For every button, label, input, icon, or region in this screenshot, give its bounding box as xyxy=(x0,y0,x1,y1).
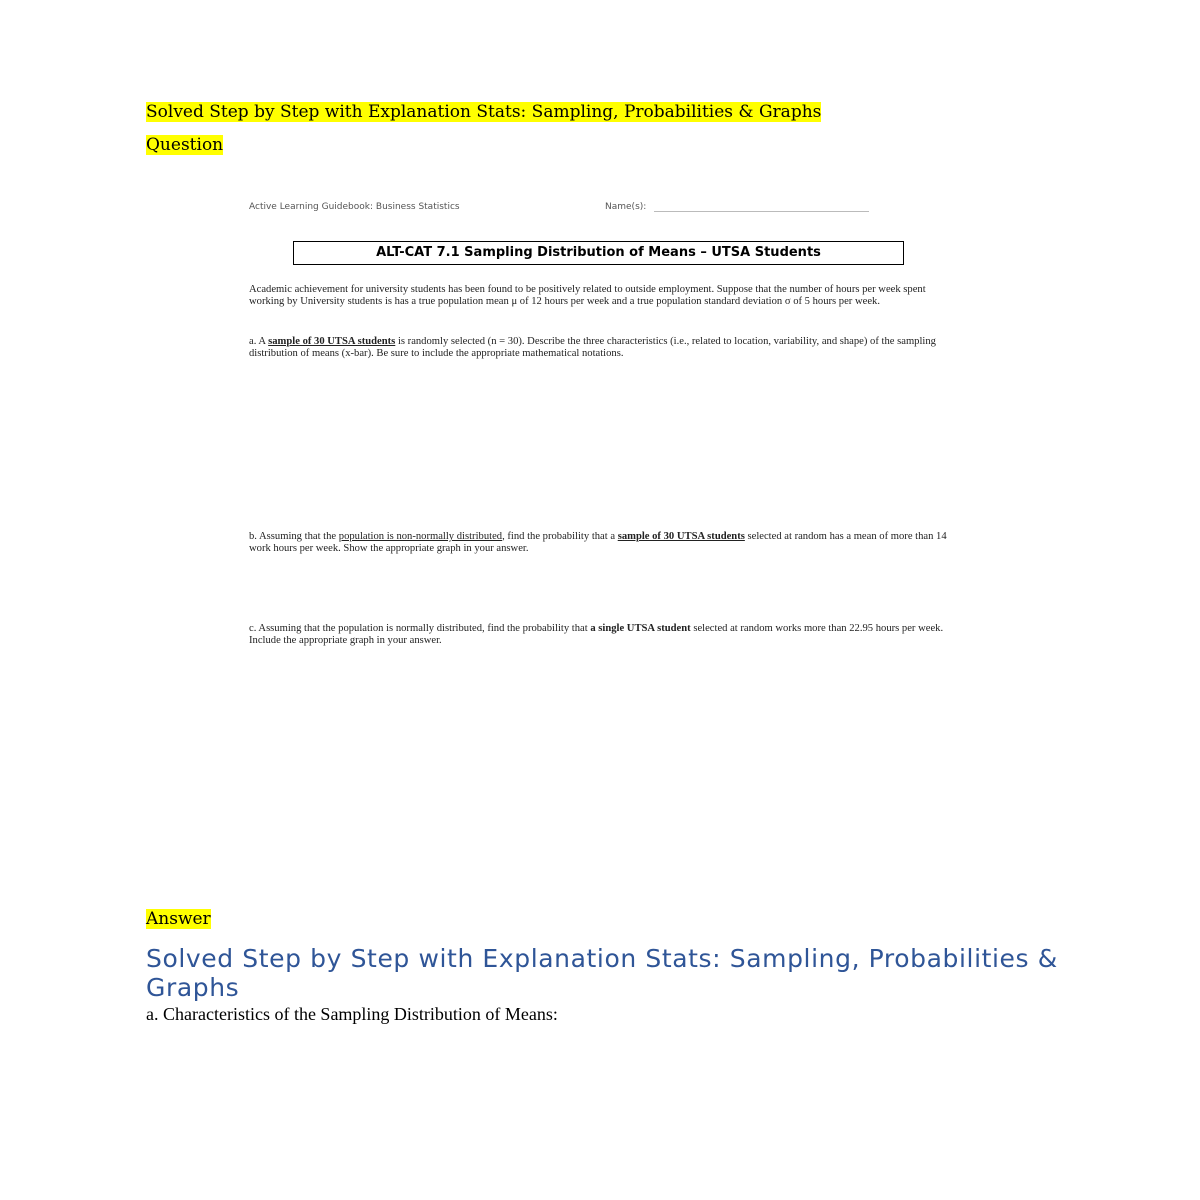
worksheet-boxed-title: ALT-CAT 7.1 Sampling Distribution of Means – UTSA Students xyxy=(293,241,904,265)
part-a-rest: is randomly selected (n = 30). Describe the three characteristics (i.e., related to location, variability, and shape) of the sampling distribution of means (x-bar). Be sure to include the appropriate mathematical notations. xyxy=(249,336,936,359)
worksheet-part-a xyxy=(249,336,949,360)
part-a-emph: sample of 30 UTSA students xyxy=(268,336,396,347)
part-c-emph: a single UTSA student xyxy=(590,623,691,634)
part-b-mid: , find the probability that a xyxy=(502,531,618,542)
part-c-prefix: c. Assuming that the population is normally distributed, find the probability that xyxy=(249,623,591,634)
worksheet-header-right: Name(s): xyxy=(605,202,647,212)
name-line xyxy=(654,211,869,212)
answer-label xyxy=(146,909,211,929)
question-label xyxy=(146,135,223,155)
worksheet-part-c xyxy=(249,623,949,647)
worksheet-image xyxy=(249,196,949,656)
part-a-prefix: a. A xyxy=(249,336,269,347)
answer-title: Solved Step by Step with Explanation Stats: Sampling, Probabilities & Graphs xyxy=(146,944,1058,1002)
answer-label-text: Answer xyxy=(146,909,211,929)
worksheet-part-b xyxy=(249,531,949,555)
question-label-text: Question xyxy=(146,135,224,155)
part-b-prefix: b. Assuming that the xyxy=(249,531,339,542)
part-c-rest: selected at random works more than 22.95 hours per week. Include the appropriate graph in your answer. xyxy=(249,623,944,646)
part-b-emph2: sample of 30 UTSA students xyxy=(617,531,745,542)
worksheet-intro: Academic achievement for university students has been found to be positively related to outside employment. Suppose that the number of hours per week spent working by University students is has a true population mean μ of 12 hours per week and a true population standard deviation σ of 5 hours per week. xyxy=(249,284,926,307)
answer-subheading: a. Characteristics of the Sampling Distribution of Means: xyxy=(146,1004,558,1024)
part-b-emph1: population is non-normally distributed xyxy=(338,531,503,542)
document-title-text: Solved Step by Step with Explanation Stats: Sampling, Probabilities & Graphs xyxy=(146,102,822,122)
part-b-rest: selected at random has a mean of more than 14 work hours per week. Show the appropriate graph in your answer. xyxy=(249,531,947,554)
document-title xyxy=(146,102,821,122)
worksheet-header-left: Active Learning Guidebook: Business Statistics xyxy=(249,202,460,212)
